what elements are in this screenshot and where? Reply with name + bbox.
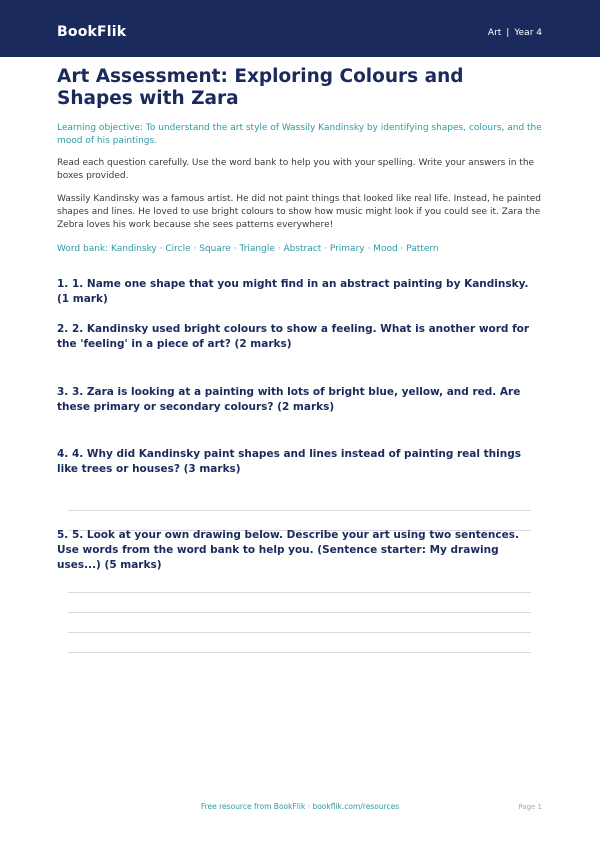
breadcrumb-year: Year 4	[514, 28, 542, 38]
learning-objective: Learning objective: To understand the art style of Wassily Kandinsky by identifying shapes, colours, and the mood of his paintings.	[57, 123, 542, 146]
footer-resource-link[interactable]: Free resource from BookFlik · bookflik.com/resources	[200, 802, 400, 811]
question-4: 4. 4. Why did Kandinsky paint shapes and lines instead of painting real things like trees or houses? (3 marks)	[57, 448, 521, 475]
page-number: Page 1	[518, 803, 542, 811]
answer-line[interactable]	[68, 612, 531, 613]
question-2: 2. 2. Kandinsky used bright colours to show a feeling. What is another word for the 'feeling' in a piece of art? (2 marks)	[57, 323, 530, 350]
page-header	[0, 0, 600, 57]
instructions-text: Read each question carefully. Use the word bank to help you with your spelling. Write your answers in the boxes provided.	[57, 158, 535, 181]
answer-line[interactable]	[68, 632, 531, 633]
question-3: 3. 3. Zara is looking at a painting with lots of bright blue, yellow, and red. Are these primary or secondary colours? (2 marks)	[57, 386, 521, 413]
answer-line[interactable]	[68, 592, 531, 593]
brand-logo[interactable]: BookFlik	[57, 24, 127, 40]
page-title: Art Assessment: Exploring Colours and Shapes with Zara	[57, 66, 464, 109]
breadcrumb-subject: Art	[487, 28, 502, 38]
breadcrumb	[488, 28, 542, 38]
about-kandinsky-text: Wassily Kandinsky was a famous artist. He did not paint things that looked like real life. Instead, he painted shapes and lines. He loved to use bright colours to show how music might look if you could see it. Zara the Zebra loves his work because she sees patterns everywhere!	[57, 194, 541, 230]
breadcrumb-separator: |	[506, 28, 510, 38]
word-bank: Word bank: Kandinsky · Circle · Square · Triangle · Abstract · Primary · Mood · Pattern	[57, 244, 439, 254]
question-1: 1. 1. Name one shape that you might find in an abstract painting by Kandinsky. (1 mark)	[57, 278, 529, 305]
answer-line[interactable]	[68, 510, 531, 511]
answer-line[interactable]	[68, 652, 531, 653]
question-5: 5. 5. Look at your own drawing below. Describe your art using two sentences. Use words from the word bank to help you. (Sentence starter: My drawing uses...) (5 marks)	[57, 529, 519, 571]
